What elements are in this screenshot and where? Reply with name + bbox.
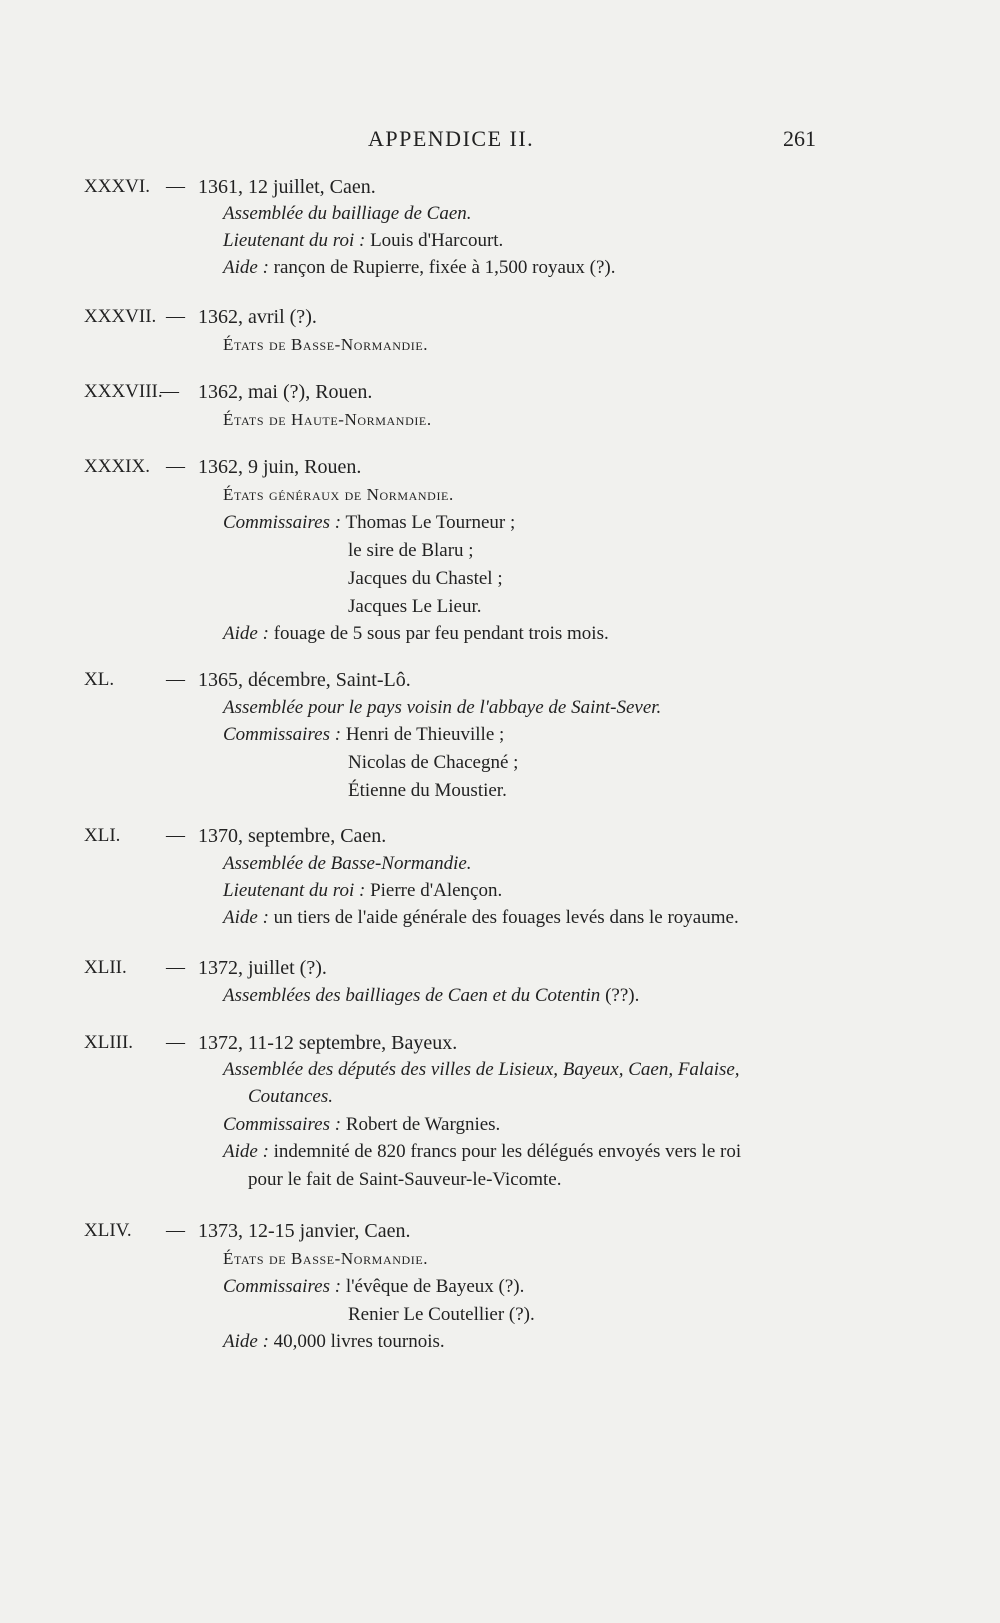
assembly-line: États de Basse-Normandie.	[223, 335, 429, 354]
assembly-line: États de Basse-Normandie.	[223, 1249, 429, 1268]
aide-line	[223, 1331, 445, 1353]
assembly-line: États généraux de Normandie.	[223, 485, 454, 504]
entry-dash: —	[160, 381, 179, 402]
lieutenant-label: Lieutenant du roi :	[223, 230, 366, 251]
aide-line	[223, 257, 616, 279]
commissaires-line	[223, 1114, 500, 1136]
entry-date: 1362, mai (?), Rouen.	[198, 381, 373, 403]
assembly-line-continued: Coutances.	[248, 1086, 333, 1107]
assembly-line	[223, 985, 639, 1007]
lieutenant-line	[223, 880, 502, 902]
commissaire-name: Jacques du Chastel ;	[348, 568, 503, 589]
entry-date: 1365, décembre, Saint-Lô.	[198, 669, 411, 691]
entry-dash: —	[166, 306, 185, 327]
entry-dash: —	[166, 176, 185, 197]
commissaire-name: Henri de Thieuville ;	[341, 724, 505, 745]
running-header: APPENDICE II.	[368, 126, 535, 151]
assembly-line: Assemblée de Basse-Normandie.	[223, 853, 472, 874]
lieutenant-value: Louis d'Harcourt.	[365, 230, 504, 251]
aide-value: un tiers de l'aide générale des fouages levés dans le royaume.	[268, 907, 739, 928]
entry-dash: —	[166, 1220, 185, 1241]
entry-number: XL.	[84, 669, 115, 690]
entry-date: 1372, juillet (?).	[198, 957, 327, 979]
entry-number: XXXVIII.	[84, 381, 163, 402]
aide-label: Aide :	[223, 907, 269, 928]
commissaire-name: l'évêque de Bayeux (?).	[341, 1276, 525, 1297]
commissaire-name: Nicolas de Chacegné ;	[348, 752, 519, 773]
entry-number: XLII.	[84, 957, 127, 978]
aide-value: fouage de 5 sous par feu pendant trois mois.	[268, 623, 609, 644]
entry-date: 1370, septembre, Caen.	[198, 825, 387, 847]
commissaire-name: Renier Le Coutellier (?).	[348, 1304, 535, 1325]
commissaires-label: Commissaires :	[223, 1276, 342, 1297]
commissaire-name: Robert de Wargnies.	[341, 1114, 501, 1135]
entry-dash: —	[166, 669, 185, 690]
entry-dash: —	[166, 957, 185, 978]
commissaires-label: Commissaires :	[223, 1114, 342, 1135]
commissaire-name: le sire de Blaru ;	[348, 540, 474, 561]
lieutenant-line	[223, 230, 503, 252]
commissaires-label: Commissaires :	[223, 512, 342, 533]
aide-line	[223, 907, 739, 929]
entry-number: XLI.	[84, 825, 121, 846]
assembly-text: Assemblées des bailliages de Caen et du Cotentin	[223, 985, 601, 1006]
commissaires-line	[223, 724, 504, 746]
entry-date: 1372, 11-12 septembre, Bayeux.	[198, 1032, 458, 1054]
commissaires-label: Commissaires :	[223, 724, 342, 745]
entry-date: 1361, 12 juillet, Caen.	[198, 176, 376, 198]
assembly-note: (??).	[600, 985, 640, 1006]
aide-label: Aide :	[223, 1141, 269, 1162]
aide-value: indemnité de 820 francs pour les délégués envoyés vers le roi	[268, 1141, 742, 1162]
entry-number: XLIII.	[84, 1032, 134, 1053]
commissaire-name: Étienne du Moustier.	[348, 780, 507, 801]
entry-number: XLIV.	[84, 1220, 132, 1241]
entry-number: XXXVI.	[84, 176, 150, 197]
entry-number: XXXIX.	[84, 456, 150, 477]
aide-line	[223, 1141, 741, 1163]
lieutenant-label: Lieutenant du roi :	[223, 880, 366, 901]
aide-value: rançon de Rupierre, fixée à 1,500 royaux (?).	[268, 257, 616, 278]
assembly-line: Assemblée pour le pays voisin de l'abbaye de Saint-Sever.	[223, 697, 662, 718]
entry-dash: —	[166, 1032, 185, 1053]
aide-label: Aide :	[223, 257, 269, 278]
aide-line	[223, 623, 609, 645]
commissaire-name: Thomas Le Tourneur ;	[341, 512, 516, 533]
assembly-line: Assemblée des députés des villes de Lisieux, Bayeux, Caen, Falaise,	[223, 1059, 740, 1080]
entry-date: 1362, 9 juin, Rouen.	[198, 456, 362, 478]
page-number: 261	[783, 126, 816, 151]
entry-date: 1373, 12-15 janvier, Caen.	[198, 1220, 411, 1242]
aide-value: 40,000 livres tournois.	[268, 1331, 445, 1352]
entry-dash: —	[166, 456, 185, 477]
commissaires-line	[223, 512, 515, 534]
entry-date: 1362, avril (?).	[198, 306, 317, 328]
aide-label: Aide :	[223, 1331, 269, 1352]
entry-number: XXXVII.	[84, 306, 157, 327]
entry-dash: —	[166, 825, 185, 846]
commissaires-line	[223, 1276, 524, 1298]
lieutenant-value: Pierre d'Alençon.	[365, 880, 503, 901]
aide-line-continued: pour le fait de Saint-Sauveur-le-Vicomte.	[248, 1169, 562, 1190]
assembly-line: Assemblée du bailliage de Caen.	[223, 203, 472, 224]
assembly-line: États de Haute-Normandie.	[223, 410, 432, 429]
commissaire-name: Jacques Le Lieur.	[348, 596, 482, 617]
aide-label: Aide :	[223, 623, 269, 644]
